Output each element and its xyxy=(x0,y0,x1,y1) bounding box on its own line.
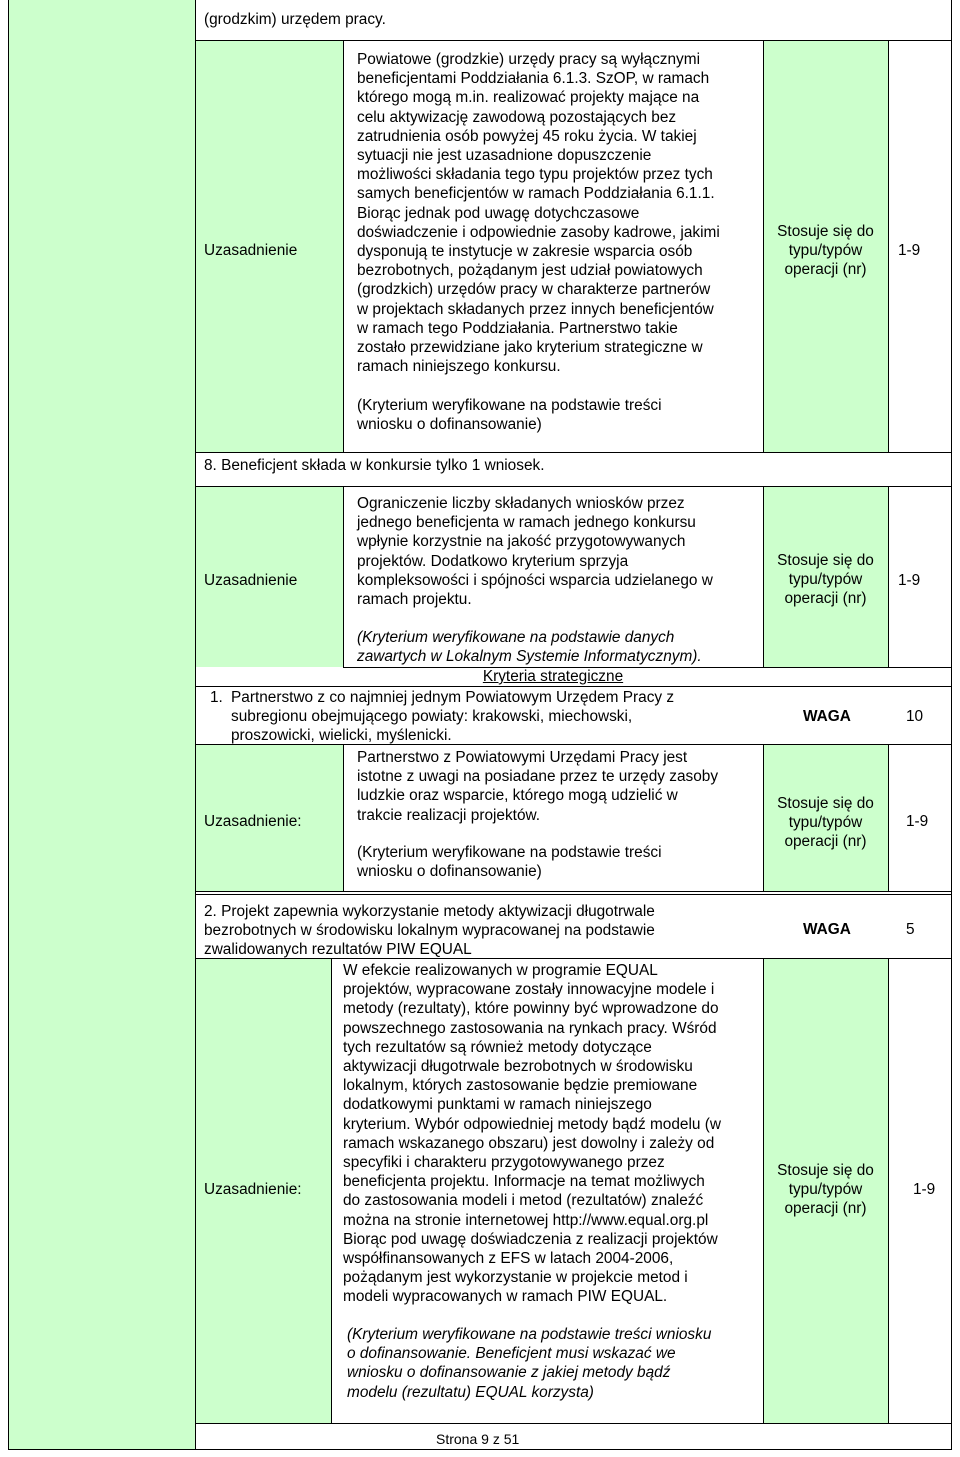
strategic1-weight-label: WAGA xyxy=(803,708,851,725)
intro-line: (grodzkim) urzędem pracy. xyxy=(204,11,386,28)
block2-range: 1-9 xyxy=(898,572,921,589)
strategic1-applies: Stosuje się do typu/typów operacji (nr) xyxy=(777,795,874,851)
block1-applies: Stosuje się do typu/typów operacji (nr) xyxy=(777,223,874,279)
strategic1-text: Partnerstwo z Powiatowymi Urzędami Pracy jest istotne z uwagi na posiadane przez te urzędy zasoby ludzkie oraz wsparcie, którego mogą udzielić w trakcie realizacji projektów. xyxy=(357,749,719,824)
strategic1-range: 1-9 xyxy=(906,813,929,830)
strategic1-weight-value: 10 xyxy=(906,708,924,725)
strategic2-title: 2. Projekt zapewnia wykorzystanie metody aktywizacji długotrwale bezrobotnych w środowisku lokalnym wypracowanej na podstawie zwalidowanych rezultatów PIW EQUAL xyxy=(204,903,655,959)
criterion-8: 8. Beneficjent składa w konkursie tylko 1 wniosek. xyxy=(204,457,545,474)
left-margin-column xyxy=(8,0,195,1449)
block2-applies: Stosuje się do typu/typów operacji (nr) xyxy=(777,552,874,608)
block2-label: Uzasadnienie xyxy=(204,572,298,589)
block1-verification: (Kryterium weryfikowane na podstawie treści wniosku o dofinansowanie) xyxy=(357,397,662,434)
strategic1-title: Partnerstwo z co najmniej jednym Powiatowym Urzędem Pracy z subregionu obejmującego powiaty: krakowski, miechowski, proszowicki, wielicki, myślenicki. xyxy=(231,689,675,745)
strategic2-applies: Stosuje się do typu/typów operacji (nr) xyxy=(777,1162,874,1218)
strategic2-weight-value: 5 xyxy=(906,921,915,938)
strategic2-verification: (Kryterium weryfikowane na podstawie treści wniosku o dofinansowanie. Beneficjent musi wskazać we wniosku o dofinansowanie z jakiej metody bądź modelu (rezultatu) EQUAL korzysta) xyxy=(347,1326,712,1401)
page-footer: Strona 9 z 51 xyxy=(436,1431,520,1447)
block1-range: 1-9 xyxy=(898,242,921,259)
strategic2-text: W efekcie realizowanych w programie EQUAL projektów, wypracowane zostały innowacyjne modele i metody (rezultaty), które powinny być wprowadzone do powszechnego zastosowania na rynkach pracy. Wśród tych rezultatów są również metody dotyczące aktywizacji długotrwale bezrobotnych w środowisku lokalnym, których zastosowanie będzie premiowane dodatkowymi punktami w ramach niniejszego kryterium. Wybór odpowiedniej metody bądź modelu (w ramach wskazanego obszaru) jest dowolny i zależy od specyfiki i charakteru przygotowywanego przez beneficjenta projektu. Informacje na temat możliwych do zastosowania modeli i metod (rezultatów) znaleźć można na stronie internetowej http://www.equal.org.pl Biorąc pod uwagę doświadczenia z realizacji projektów współfinansowanych z EFS w latach 2004-2006, pożądanym jest wykorzystanie w projekcie metod i modeli wypracowanych w ramach PIW EQUAL. xyxy=(343,962,721,1306)
strategic2-label: Uzasadnienie: xyxy=(204,1181,302,1198)
strategic-header: Kryteria strategiczne xyxy=(482,668,624,685)
strategic2-weight-label: WAGA xyxy=(803,921,851,938)
strategic1-verification: (Kryterium weryfikowane na podstawie treści wniosku o dofinansowanie) xyxy=(357,844,662,881)
block2-verification: (Kryterium weryfikowane na podstawie danych zawartych w Lokalnym Systemie Informatycznym). xyxy=(357,629,702,666)
strategic2-range: 1-9 xyxy=(913,1181,936,1198)
block2-text: Ograniczenie liczby składanych wniosków przez jednego beneficjenta w ramach jednego konkursu wpłynie korzystnie na jakość przygotowywanych projektów. Dodatkowo kryterium sprzyja kompleksowości i spójności wsparcia udzielanego w ramach projektu. xyxy=(357,495,713,609)
block1-label: Uzasadnienie xyxy=(204,242,298,259)
strategic1-number: 1. xyxy=(210,689,223,706)
strategic1-label: Uzasadnienie: xyxy=(204,813,302,830)
block1-text: Powiatowe (grodzkie) urzędy pracy są wyłącznymi beneficjentami Poddziałania 6.1.3. SzOP, w ramach którego mogą m.in. realizować projekty mające na celu aktywizację zawodową pozostających bez zatrudnienia osób powyżej 45 roku życia. W takiej sytuacji nie jest uzasadnione dopuszczenie możliwości składania tego typu projektów przez tych samych beneficjentów w ramach Poddziałania 6.1.1. Biorąc jednak pod uwagę dotychczasowe doświadczenie i odpowiednie zasoby kadrowe, jakimi dysponują te instytucje w zakresie wsparcia osób bezrobotnych, pożądanym jest udział powiatowych (grodzkich) urzędów pracy w charakterze partnerów w projektach składanych przez innych beneficjentów w ramach tego Poddziałania. Partnerstwo takie zostało przewidziane jako kryterium strategiczne w ramach niniejszego konkursu. xyxy=(357,51,720,376)
